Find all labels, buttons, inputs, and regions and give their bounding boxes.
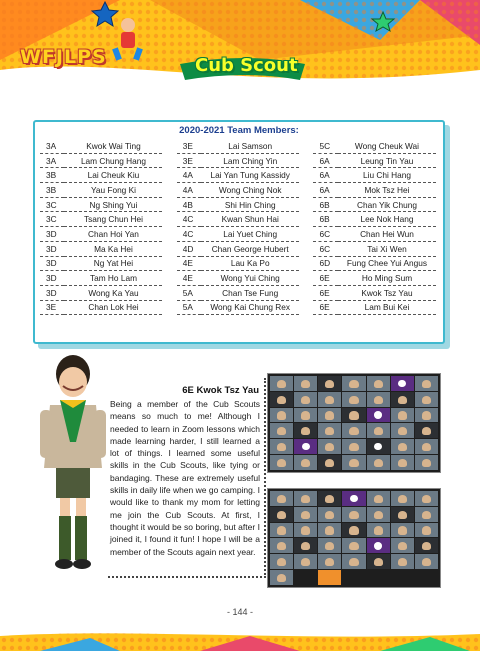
- video-tile: [391, 392, 414, 407]
- video-tile: [391, 491, 414, 506]
- table-row: [40, 241, 436, 256]
- scout-emblem-icon: [294, 439, 317, 454]
- video-tile: [367, 554, 390, 569]
- video-tile: [367, 570, 390, 585]
- video-tile: [342, 523, 365, 538]
- video-tile: [294, 455, 317, 470]
- video-tile: [270, 408, 293, 423]
- video-tile: [270, 376, 293, 391]
- page-number: - 144 -: [226, 607, 253, 617]
- video-tile: [318, 392, 341, 407]
- video-tile: [415, 455, 438, 470]
- video-tile: [391, 408, 414, 423]
- video-tile: [270, 423, 293, 438]
- video-tile: [367, 392, 390, 407]
- column-gap: [162, 300, 176, 315]
- member-name: Lau Ka Po: [201, 256, 299, 271]
- column-gap: [299, 153, 313, 168]
- video-tile: [391, 538, 414, 553]
- video-tile: [294, 408, 317, 423]
- member-class: 3B: [40, 168, 64, 183]
- scout-emblem-icon: [294, 570, 317, 585]
- video-tile: [367, 507, 390, 522]
- member-name: Ho Ming Sum: [338, 271, 436, 286]
- video-tile: [294, 423, 317, 438]
- member-class: 4E: [177, 256, 201, 271]
- video-tile: [342, 554, 365, 569]
- table-row: [40, 183, 436, 198]
- story-text: Being a member of the Cub Scouts means so much to me! Although I needed to learn in Zoom lessons which made learning harder, I still learned a lot of things. I learned some useful skills in the Cub Scouts, like tying or bandaging. These are extremely useful skills in daily life when we go camping. I would like to thank my mom for letting me join the Cub Scouts. At first, I thought it would be so boring, but after I joined it, I found it fun! I hope I will be a member of the Scouts again next year.: [110, 399, 260, 557]
- member-class: 3A: [40, 139, 64, 153]
- member-name: Kwan Shun Hai: [201, 212, 299, 227]
- table-row: [40, 139, 436, 153]
- member-class: 3D: [40, 241, 64, 256]
- table-row: [40, 197, 436, 212]
- team-members-table: [40, 139, 436, 315]
- video-tile: [342, 423, 365, 438]
- video-tile: [270, 439, 293, 454]
- zoom-meeting-screenshot: [267, 488, 441, 588]
- column-gap: [162, 256, 176, 271]
- video-tile: [342, 570, 365, 585]
- member-class: 3E: [177, 139, 201, 153]
- video-tile: [318, 455, 341, 470]
- member-name: Kwok Wai Ting: [64, 139, 162, 153]
- table-row: [40, 256, 436, 271]
- member-class: 3C: [40, 197, 64, 212]
- video-tile: [270, 455, 293, 470]
- column-gap: [162, 212, 176, 227]
- member-name: Chan Tse Fung: [201, 285, 299, 300]
- video-tile: [342, 376, 365, 391]
- video-tile: [367, 455, 390, 470]
- member-class: 5A: [177, 300, 201, 315]
- member-class: 6B: [313, 197, 337, 212]
- member-name: Liu Chi Hang: [338, 168, 436, 183]
- footer-artwork: [0, 628, 480, 651]
- member-name: Tsang Chun Hei: [64, 212, 162, 227]
- member-name: Wong Cheuk Wai: [338, 139, 436, 153]
- member-name: Yau Fong Ki: [64, 183, 162, 198]
- member-class: 6E: [313, 271, 337, 286]
- member-class: 4E: [177, 271, 201, 286]
- member-class: 6D: [313, 256, 337, 271]
- story-author: 6E Kwok Tsz Yau: [182, 385, 259, 396]
- video-tile: [342, 408, 365, 423]
- video-tile: [318, 491, 341, 506]
- member-class: 6C: [313, 227, 337, 242]
- column-gap: [299, 197, 313, 212]
- video-tile: [342, 439, 365, 454]
- member-class: 3D: [40, 227, 64, 242]
- video-tile: [270, 523, 293, 538]
- member-class: 6A: [313, 168, 337, 183]
- member-class: 3D: [40, 285, 64, 300]
- video-tile: [415, 423, 438, 438]
- video-tile: [270, 392, 293, 407]
- video-tile: [270, 491, 293, 506]
- video-tile: [318, 523, 341, 538]
- member-class: 6A: [313, 153, 337, 168]
- table-row: [40, 212, 436, 227]
- member-class: 3E: [177, 153, 201, 168]
- team-title: 2020-2021 Team Members:: [179, 125, 299, 136]
- footer-banner: [0, 628, 480, 651]
- page-title: Cub Scout: [195, 55, 298, 76]
- video-tile: [367, 523, 390, 538]
- header-banner: [0, 0, 480, 92]
- cub-scout-photo: [32, 350, 114, 590]
- team-members-panel: [33, 120, 445, 344]
- video-tile: [318, 423, 341, 438]
- member-name: Chan Yik Chung: [338, 197, 436, 212]
- video-tile: [318, 554, 341, 569]
- video-tile: [294, 491, 317, 506]
- zoom-meeting-screenshot: [267, 373, 441, 473]
- video-tile: [294, 538, 317, 553]
- column-gap: [162, 139, 176, 153]
- member-name: Ng Yat Hei: [64, 256, 162, 271]
- video-tile: [415, 392, 438, 407]
- member-name: Chan George Hubert: [201, 241, 299, 256]
- video-tile: [415, 507, 438, 522]
- video-tile: [318, 570, 341, 585]
- member-class: 4A: [177, 168, 201, 183]
- member-class: 3C: [40, 212, 64, 227]
- video-tile: [391, 554, 414, 569]
- column-gap: [162, 285, 176, 300]
- member-name: Lam Bui Kei: [338, 300, 436, 315]
- member-name: Lai Yuet Ching: [201, 227, 299, 242]
- member-name: Lam Chung Hang: [64, 153, 162, 168]
- scout-emblem-icon: [367, 439, 390, 454]
- school-logo: WFJLPS: [20, 46, 107, 68]
- column-gap: [299, 183, 313, 198]
- member-class: 4C: [177, 212, 201, 227]
- video-tile: [367, 423, 390, 438]
- member-name: Tai Xi Wen: [338, 241, 436, 256]
- video-tile: [342, 455, 365, 470]
- table-row: [40, 168, 436, 183]
- video-tile: [415, 408, 438, 423]
- member-name: Leung Tin Yau: [338, 153, 436, 168]
- video-tile: [415, 523, 438, 538]
- member-name: Fung Chee Yui Angus: [338, 256, 436, 271]
- member-class: 6E: [313, 285, 337, 300]
- column-gap: [299, 241, 313, 256]
- member-class: 6A: [313, 183, 337, 198]
- column-gap: [162, 227, 176, 242]
- video-tile: [318, 439, 341, 454]
- column-gap: [299, 139, 313, 153]
- member-class: 4A: [177, 183, 201, 198]
- table-row: [40, 271, 436, 286]
- video-tile: [342, 507, 365, 522]
- scout-emblem-icon: [342, 491, 365, 506]
- zoom-video-grid: [270, 491, 438, 585]
- video-tile: [294, 554, 317, 569]
- column-gap: [299, 212, 313, 227]
- video-tile: [294, 523, 317, 538]
- member-name: Lee Nok Hang: [338, 212, 436, 227]
- video-tile: [342, 538, 365, 553]
- video-tile: [391, 439, 414, 454]
- video-tile: [270, 538, 293, 553]
- member-class: 6E: [313, 300, 337, 315]
- member-class: 4D: [177, 241, 201, 256]
- member-class: 3D: [40, 271, 64, 286]
- table-row: [40, 285, 436, 300]
- video-tile: [294, 507, 317, 522]
- scout-emblem-icon: [367, 408, 390, 423]
- video-tile: [415, 439, 438, 454]
- table-row: [40, 153, 436, 168]
- member-name: Lai Cheuk Kiu: [64, 168, 162, 183]
- member-name: Tam Ho Lam: [64, 271, 162, 286]
- video-tile: [318, 507, 341, 522]
- video-tile: [415, 554, 438, 569]
- video-tile: [318, 408, 341, 423]
- member-name: Lai Yan Tung Kassidy: [201, 168, 299, 183]
- video-tile: [270, 507, 293, 522]
- column-gap: [299, 227, 313, 242]
- video-tile: [342, 392, 365, 407]
- story-panel: [108, 378, 266, 578]
- video-tile: [415, 538, 438, 553]
- member-class: 4C: [177, 227, 201, 242]
- video-tile: [391, 507, 414, 522]
- video-tile: [318, 376, 341, 391]
- member-class: 6B: [313, 212, 337, 227]
- video-tile: [294, 392, 317, 407]
- member-name: Wong Kai Chung Rex: [201, 300, 299, 315]
- member-name: Lai Samson: [201, 139, 299, 153]
- video-tile: [270, 554, 293, 569]
- table-row: [40, 227, 436, 242]
- member-class: 4B: [177, 197, 201, 212]
- video-tile: [415, 376, 438, 391]
- member-name: Chan Hoi Yan: [64, 227, 162, 242]
- member-class: 3D: [40, 256, 64, 271]
- column-gap: [299, 168, 313, 183]
- scout-emblem-icon: [367, 538, 390, 553]
- member-class: 3A: [40, 153, 64, 168]
- member-class: 3E: [40, 300, 64, 315]
- video-tile: [367, 491, 390, 506]
- column-gap: [162, 271, 176, 286]
- member-name: Chan Lok Hei: [64, 300, 162, 315]
- column-gap: [162, 168, 176, 183]
- video-tile: [415, 570, 438, 585]
- member-class: 5A: [177, 285, 201, 300]
- member-name: Wong Ching Nok: [201, 183, 299, 198]
- column-gap: [299, 256, 313, 271]
- table-row: [40, 300, 436, 315]
- video-tile: [270, 570, 293, 585]
- member-name: Wong Ka Yau: [64, 285, 162, 300]
- column-gap: [162, 241, 176, 256]
- member-name: Ng Shing Yui: [64, 197, 162, 212]
- video-tile: [391, 523, 414, 538]
- member-name: Chan Hei Wun: [338, 227, 436, 242]
- member-class: 5C: [313, 139, 337, 153]
- column-gap: [162, 183, 176, 198]
- column-gap: [162, 153, 176, 168]
- member-name: Mok Tsz Hei: [338, 183, 436, 198]
- video-tile: [391, 423, 414, 438]
- member-name: Shi Hin Ching: [201, 197, 299, 212]
- video-tile: [391, 455, 414, 470]
- member-class: 3B: [40, 183, 64, 198]
- column-gap: [299, 300, 313, 315]
- member-name: Lam Ching Yin: [201, 153, 299, 168]
- column-gap: [162, 197, 176, 212]
- zoom-video-grid: [270, 376, 438, 470]
- video-tile: [318, 538, 341, 553]
- member-name: Wong Yui Ching: [201, 271, 299, 286]
- video-tile: [391, 570, 414, 585]
- video-tile: [367, 376, 390, 391]
- column-gap: [299, 285, 313, 300]
- member-name: Kwok Tsz Yau: [338, 285, 436, 300]
- video-tile: [294, 376, 317, 391]
- column-gap: [299, 271, 313, 286]
- video-tile: [415, 491, 438, 506]
- member-name: Ma Ka Hei: [64, 241, 162, 256]
- member-class: 6C: [313, 241, 337, 256]
- scout-emblem-icon: [391, 376, 414, 391]
